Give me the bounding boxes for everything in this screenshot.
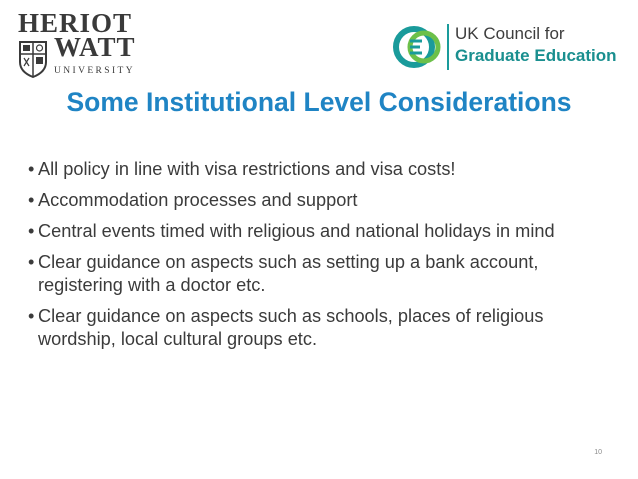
bullet-text: Clear guidance on aspects such as setting up a bank account, registering with a doctor etc. (38, 252, 539, 295)
hw-logo-university: UNIVERSITY (54, 66, 135, 76)
crest-icon (18, 40, 48, 78)
bullet-list (28, 158, 618, 359)
hw-logo-watt: WATT (54, 32, 136, 62)
uk-council-logo (392, 22, 624, 72)
bullet-dot-icon: • (28, 190, 35, 210)
bullet-dot-icon: • (28, 159, 35, 179)
ukc-logo-line1: UK Council for (455, 24, 565, 43)
heriot-watt-logo (18, 10, 158, 80)
bullet-item (28, 158, 618, 181)
bullet-dot-icon: • (28, 306, 35, 326)
bullet-text: Clear guidance on aspects such as schools, places of religious wordship, local cultural groups etc. (38, 306, 544, 349)
bullet-text: Accommodation processes and support (38, 190, 358, 210)
bullet-text: All policy in line with visa restrictions and visa costs! (38, 159, 456, 179)
bullet-item (28, 305, 618, 351)
bullet-dot-icon: • (28, 221, 35, 241)
bullet-item (28, 189, 618, 212)
ukc-divider (447, 24, 449, 70)
bullet-item (28, 220, 618, 243)
bullet-dot-icon: • (28, 252, 35, 272)
hw-logo-heriot: HERIOT (18, 8, 133, 38)
bullet-item (28, 251, 618, 297)
ukcge-mark-icon (392, 22, 444, 72)
bullet-text: Central events timed with religious and national holidays in mind (38, 221, 555, 241)
slide-title: Some Institutional Level Considerations (66, 87, 572, 117)
page-number: 10 (594, 449, 602, 456)
ukc-logo-line2: Graduate Education (455, 46, 617, 65)
